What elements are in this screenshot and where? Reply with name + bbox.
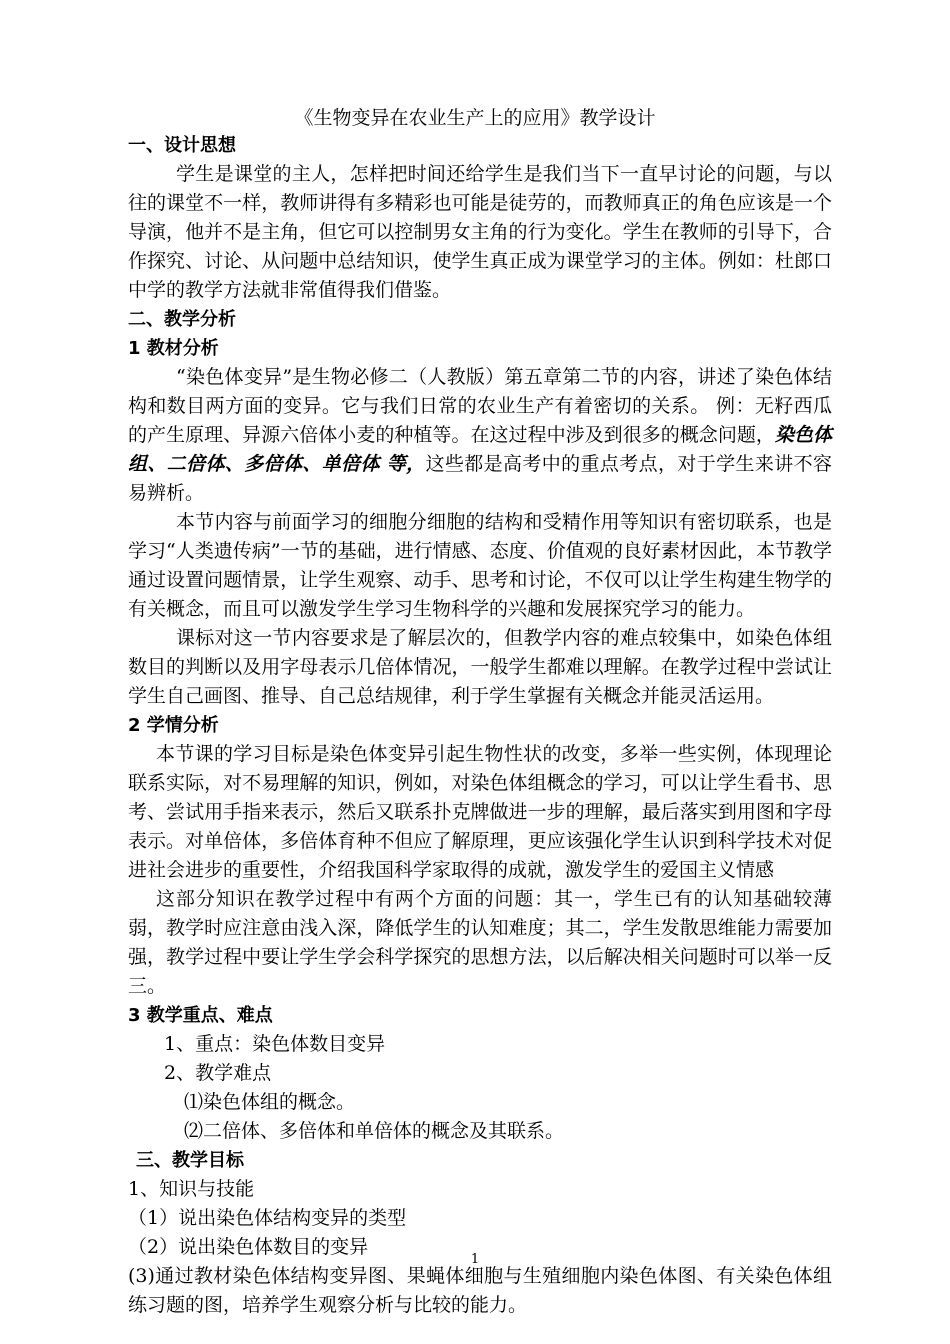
- list-item-goal-1: （1）说出染色体结构变异的类型: [128, 1207, 407, 1229]
- page-number: 1: [470, 1252, 480, 1267]
- paragraph-textbook-analysis-1: [128, 363, 832, 508]
- paragraph-student-analysis-2: 这部分知识在教学过程中有两个方面的问题：其一，学生已有的认知基础较薄弱，教学时应注意由浅入深，降低学生的认知难度；其二，学生发散思维能力需要加强，教学过程中要让学生学会科学探究的思想方法，以后解决相关问题时可以举一反三。: [128, 888, 832, 997]
- paragraph-textbook-analysis-3: 课标对这一节内容要求是了解层次的，但教学内容的难点较集中，如染色体组数目的判断以及用字母表示几倍体情况，一般学生都难以理解。在教学过程中尝试让学生自己画图、推导、自己总结规律，利于学生掌握有关概念并能灵活运用。: [128, 627, 832, 707]
- document-title: 《生物变异在农业生产上的应用》教学设计: [294, 107, 656, 129]
- list-item-goal-3: (3)通过教材染色体结构变异图、果蝇体细胞与生殖细胞内染色体图、有关染色体组练习题的图，培养学生观察分析与比较的能力。: [128, 1265, 832, 1316]
- section-heading-teaching-analysis: 二、教学分析: [128, 309, 236, 330]
- list-item-difficulty-2: ⑵二倍体、多倍体和单倍体的概念及其联系。: [184, 1120, 565, 1142]
- subsection-heading-textbook-analysis: 1 教材分析: [128, 338, 219, 359]
- list-item-difficulty-1: ⑴染色体组的概念。: [184, 1091, 356, 1113]
- document-body: [128, 131, 832, 1320]
- list-item-key-point: 1、重点：染色体数目变异: [164, 1033, 386, 1055]
- paragraph-textbook-analysis-2: 本节内容与前面学习的细胞分细胞的结构和受精作用等知识有密切联系，也是学习“人类遗传病”一节的基础，进行情感、态度、价值观的良好素材因此，本节教学通过设置问题情景，让学生观察、动手、思考和讨论，不仅可以让学生构建生物学的有关概念，而且可以激发学生学习生物科学的兴趣和发展探究学习的能力。: [128, 511, 832, 620]
- list-item-goal-2: （2）说出染色体数目的变异: [128, 1236, 369, 1258]
- subsection-heading-student-analysis: 2 学情分析: [128, 715, 219, 736]
- list-item-difficulties: 2、教学难点: [164, 1062, 272, 1084]
- emphasized-concepts: 染色体组、二倍体、多倍体、单倍体 等，: [128, 424, 832, 475]
- paragraph-text: “染色体变异”是生物必修二（人教版）第五章第二节的内容，讲述了染色体结构和数目两方面的变异。它与我们日常的农业生产有着密切的关系。 例：无籽西瓜的产生原理、异源六倍体小麦的种植等。在这过程中涉及到很多的概念问题，: [128, 366, 832, 446]
- section-heading-teaching-goals: 三、教学目标: [136, 1150, 244, 1171]
- section-heading-design-idea: 一、设计思想: [128, 135, 236, 156]
- paragraph-student-analysis-1: 本节课的学习目标是染色体变异引起生物性状的改变，多举一些实例，体现理论联系实际，对不易理解的知识，例如，对染色体组概念的学习，可以让学生看书、思考、尝试用手指来表示，然后又联系扑克牌做进一步的理解，最后落实到用图和字母表示。对单倍体，多倍体育种不但应了解原理，更应该强化学生认识到科学技术对促进社会进步的重要性，介绍我国科学家取得的成就，激发学生的爱国主义情感: [128, 743, 832, 881]
- subsection-heading-key-points: 3 教学重点、难点: [128, 1005, 273, 1026]
- paragraph-design-idea: 学生是课堂的主人，怎样把时间还给学生是我们当下一直早讨论的问题，与以往的课堂不一样，教师讲得有多精彩也可能是徒劳的，而教师真正的角色应该是一个导演，他并不是主角，但它可以控制男女主角的行为变化。学生在教师的引导下，合作探究、讨论、从问题中总结知识，使学生真正成为课堂学习的主体。例如：杜郎口中学的教学方法就非常值得我们借鉴。: [128, 163, 832, 301]
- paragraph-text: 这些都是高考中的重点考点，对于学生来讲不容易辨析。: [128, 453, 832, 504]
- list-item-knowledge-skills: 1、知识与技能: [128, 1178, 255, 1200]
